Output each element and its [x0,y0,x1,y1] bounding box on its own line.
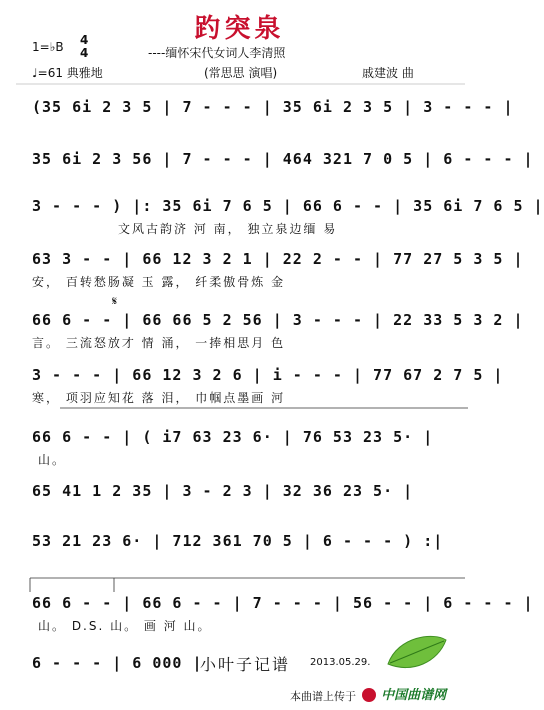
tempo-marking: ♩=61 典雅地 [32,66,103,80]
lyrics-line-3: 文风古韵济 河 南， 独立泉边缅 易 [118,222,338,236]
song-title: 趵突泉 [194,14,285,44]
segno-sign: 𝄋 [112,294,118,308]
transcriber-signature: 小叶子记谱 [200,655,291,674]
lyrics-line-4: 安， 百转愁肠凝 玉 露， 纤柔傲骨炼 金 [32,275,286,289]
leaf-logo-icon [382,630,452,676]
site-logo[interactable] [362,684,446,703]
score-line-11: 6 - - - | 6 000 | [32,654,203,672]
site-logo-icon [362,688,376,702]
score-line-4: 63 3 - - | 66 12 3 2 1 | 22 2 - - | 77 27 5 3 5 | [32,250,524,268]
score-line-6: 3 - - - | 66 12 3 2 6 | i - - - | 77 67 2 7 5 | [32,366,504,384]
time-signature-top: 4 [80,33,89,47]
lyrics-line-5: 言。 三流怒放才 情 涌， 一捧相思月 色 [32,336,286,350]
lyrics-line-7: 山。 [38,453,67,467]
score-line-1: (35 6i 2 3 5 | 7 - - - | 35 6i 2 3 5 | 3 - - - | [32,98,514,116]
time-signature-bottom: 4 [80,46,89,60]
upload-notice: 本曲谱上传于 [290,690,356,703]
composer-credit: 戚建波 曲 [362,66,414,80]
score-line-7: 66 6 - - | ( i7 63 23 6· | 76 53 23 5· | [32,428,434,446]
score-line-8: 65 41 1 2 35 | 3 - 2 3 | 32 36 23 5· | [32,482,414,500]
subtitle: ----缅怀宋代女词人李清照 [148,46,286,60]
score-line-5: 66 6 - - | 66 66 5 2 56 | 3 - - - | 22 33 5 3 2 | [32,311,524,329]
score-line-2: 35 6i 2 3 56 | 7 - - - | 464 321 7 0 5 | 6 - - - | [32,150,534,168]
singer-credit: (常思思 演唱) [204,66,278,80]
site-logo-text: 中国曲谱网 [381,688,447,703]
transcription-date: 2013.05.29. [310,657,371,668]
score-line-9: 53 21 23 6· | 712 361 70 5 | 6 - - - ) :| [32,532,444,550]
lyrics-line-6: 寒， 项羽应知花 落 泪， 巾帼点墨画 河 [32,391,286,405]
lyrics-line-10: 山。 D.S. 山。 画 河 山。 [38,619,212,633]
score-line-3: 3 - - - ) |: 35 6i 7 6 5 | 66 6 - - | 35 6i 7 6 5 | [32,197,544,215]
score-line-10: 66 6 - - | 66 6 - - | 7 - - - | 56 - - | 6 - - - | [32,594,534,612]
key-signature: 1=♭B [32,40,64,54]
